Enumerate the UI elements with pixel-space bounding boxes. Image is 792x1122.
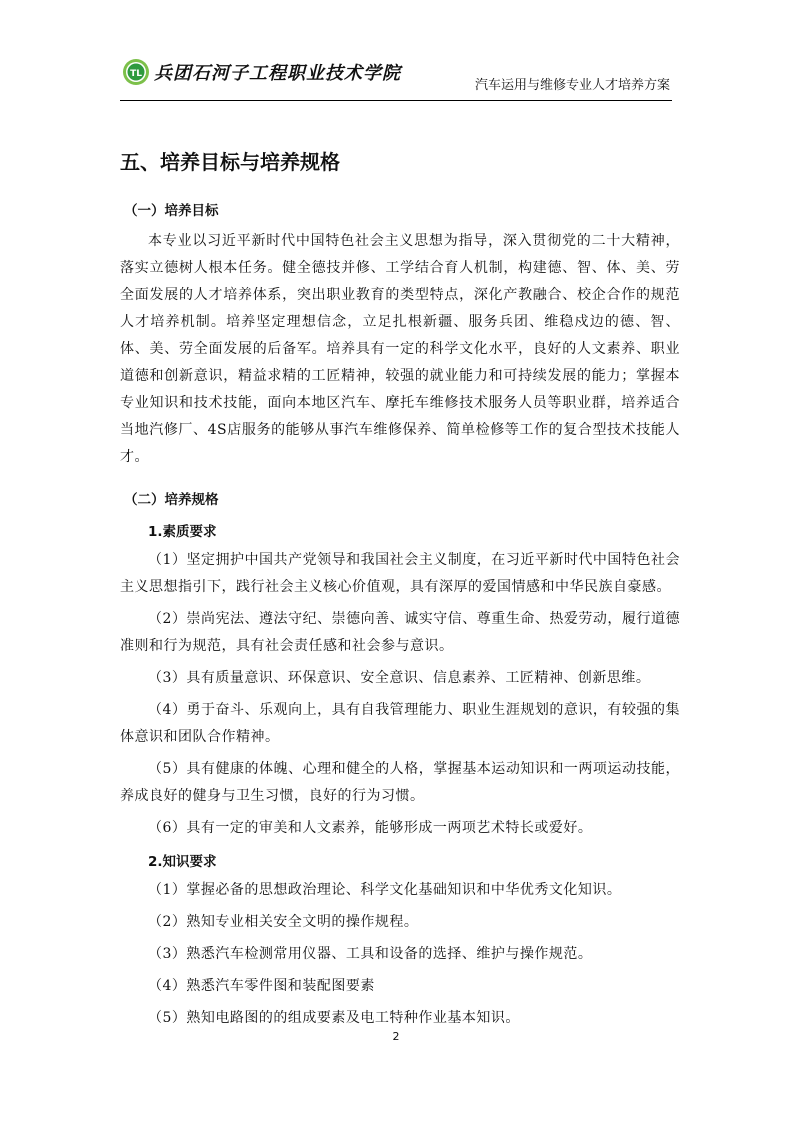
knowledge-item: （2）熟知专业相关安全文明的操作规程。 [148,914,419,930]
section-title: 五、培养目标与培养规格 [120,150,340,174]
goal-paragraph: 本专业以习近平新时代中国特色社会主义思想为指导，深入贯彻党的二十大精神，落实立德树人根本任务。健全德技并修、工学结合育人机制，构建德、智、体、美、劳全面发展的人才培养体系，突出职业教育的类型特点，深化产教融合、校企合作的规范人才培养机制。培养坚定理想信念，立足扎根新疆、服务兵团、维稳戍边的德、智、体、美、劳全面发展的后备军。培养具有一定的科学文化水平，良好的人文素养、职业道德和创新意识，精益求精的工匠精神，较强的就业能力和可持续发展的能力；掌握本专业知识和技术技能，面向本地区汽车、摩托车维修技术服务人员等职业群，培养适合当地汽修厂、4S店服务的能够从事汽车维修保养、简单检修等工作的复合型技术技能人才。 [120,233,680,465]
page-body [120,140,680,1037]
knowledge-item: （3）熟悉汽车检测常用仪器、工具和设备的选择、维护与操作规范。 [148,946,593,962]
goal-heading: （一）培养目标 [124,203,219,219]
document-title: 汽车运用与维修专业人才培养方案 [474,78,670,93]
page-number: 2 [392,1030,400,1043]
quality-item: （2）崇尚宪法、遵法守纪、崇德向善、诚实守信、尊重生命、热爱劳动，履行道德准则和行为规范，具有社会责任感和社会参与意识。 [120,611,680,654]
page-header [120,52,672,101]
knowledge-item: （1）掌握必备的思想政治理论、科学文化基础知识和中华优秀文化知识。 [148,882,622,898]
quality-item: （4）勇于奋斗、乐观向上，具有自我管理能力、职业生涯规划的意识，有较强的集体意识和团队合作精神。 [120,702,680,745]
knowledge-item: （4）熟悉汽车零件图和装配图要素 [148,978,375,994]
knowledge-item: （5）熟知电路图的的组成要素及电工特种作业基本知识。 [148,1010,520,1026]
quality-item: （6）具有一定的审美和人文素养，能够形成一两项艺术特长或爱好。 [148,820,593,836]
quality-item: （3）具有质量意识、环保意识、安全意识、信息素养、工匠精神、创新思维。 [148,670,651,686]
school-name: 兵团石河子工程职业技术学院 [154,63,401,84]
knowledge-heading: 2.知识要求 [148,854,217,870]
school-logo-icon [122,58,150,86]
svg-text:TL: TL [130,69,142,79]
school-logo [122,58,401,86]
quality-heading: 1.素质要求 [148,524,217,540]
quality-item: （5）具有健康的体魄、心理和健全的人格，掌握基本运动知识和一两项运动技能，养成良好的健身与卫生习惯，良好的行为习惯。 [120,761,680,804]
quality-item: （1）坚定拥护中国共产党领导和我国社会主义制度，在习近平新时代中国特色社会主义思想指引下，践行社会主义核心价值观，具有深厚的爱国情感和中华民族自豪感。 [120,552,680,595]
spec-heading: （二）培养规格 [124,492,219,508]
